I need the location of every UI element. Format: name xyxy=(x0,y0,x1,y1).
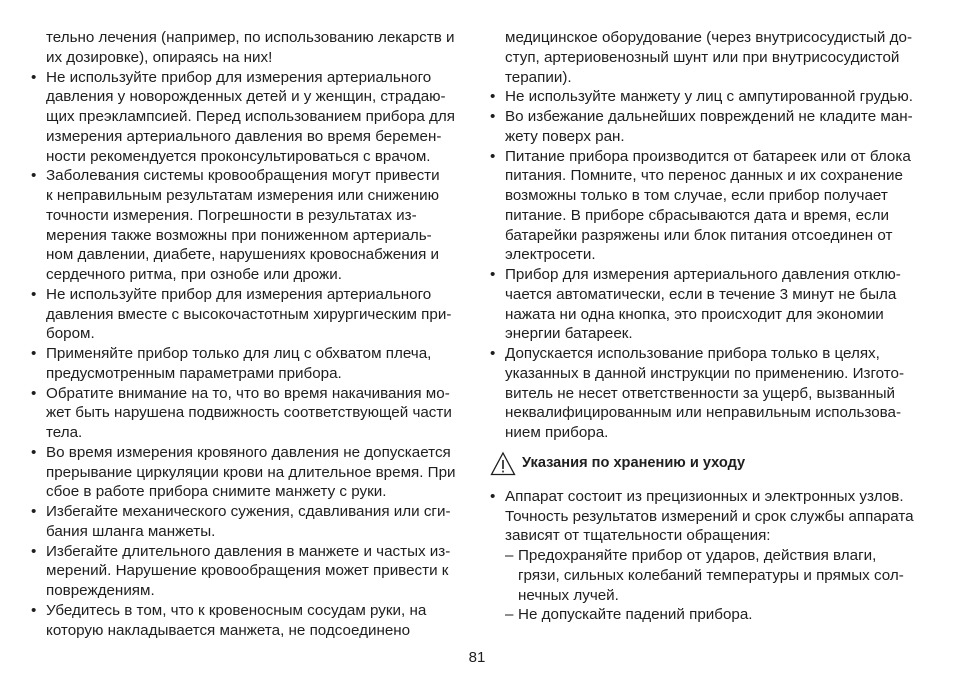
line-text: энергии батареек. xyxy=(505,325,633,343)
line-text: предусмотренным параметрами прибора. xyxy=(46,364,342,382)
line-text: Заболевания системы кровообращения могут привести xyxy=(46,167,440,185)
line-text: возможны только в том случае, если прибор получает xyxy=(505,187,888,204)
bullet-marker: • xyxy=(31,384,37,402)
line-text: питание. В приборе сбрасываются дата и время, если xyxy=(505,206,889,224)
bullet-marker: • xyxy=(31,345,37,362)
spacer xyxy=(490,477,930,487)
line-text: сбое в работе прибора снимите манжету с руки. xyxy=(46,483,387,501)
text-line xyxy=(31,206,471,226)
line-text: неквалифицированным или неправильным использова- xyxy=(505,404,902,422)
text-line xyxy=(31,226,471,246)
text-line xyxy=(31,403,471,423)
line-text: чается автоматически, если в течение 3 минут не была xyxy=(505,285,897,303)
text-line xyxy=(31,581,471,601)
text-line xyxy=(490,364,930,384)
dash-item-line xyxy=(490,546,930,566)
line-text: Питание прибора производится от батареек или от блока xyxy=(505,147,911,165)
bullet-marker: • xyxy=(490,88,496,106)
text-line xyxy=(490,206,930,226)
text-line xyxy=(31,48,471,68)
dash-marker: – xyxy=(505,606,514,624)
text-line xyxy=(31,147,471,167)
text-line xyxy=(31,621,471,641)
line-text: давления вместе с высокочастотным хирургическим при- xyxy=(46,305,452,323)
line-text: Избегайте длительного давления в манжете и частых из- xyxy=(46,542,451,560)
bullet-item-line xyxy=(31,285,471,305)
bullet-item-line xyxy=(31,443,471,463)
text-line xyxy=(490,186,930,206)
bullet-item-line xyxy=(31,384,471,404)
text-line xyxy=(490,127,930,147)
text-line xyxy=(490,423,930,443)
line-text: питания. Помните, что перенос данных и их сохранение xyxy=(505,167,903,185)
bullet-marker: • xyxy=(31,503,37,520)
bullet-marker: • xyxy=(31,542,37,560)
text-line xyxy=(31,423,471,443)
right-column xyxy=(490,28,930,625)
line-text: бания шланга манжеты. xyxy=(46,522,216,540)
line-text: нием прибора. xyxy=(505,424,609,441)
line-text: к неправильным результатам измерения или снижению xyxy=(46,187,440,204)
line-text: электросети. xyxy=(505,246,596,264)
text-line xyxy=(31,107,471,127)
line-text: Прибор для измерения артериального давления отклю- xyxy=(505,266,901,283)
right-column-bottom-text xyxy=(490,487,930,625)
line-text: Аппарат состоит из прецизионных и электронных узлов. xyxy=(505,487,904,505)
text-line xyxy=(31,265,471,285)
warning-triangle-icon xyxy=(490,451,516,477)
line-text: Допускается использование прибора только в целях, xyxy=(505,345,880,362)
line-text: тельно лечения (например, по использованию лекарств и xyxy=(46,29,455,46)
dash-marker: – xyxy=(505,547,514,564)
text-line xyxy=(31,364,471,384)
line-text: ности рекомендуется проконсультироваться с врачом. xyxy=(46,147,431,165)
text-line xyxy=(31,482,471,502)
bullet-item-line xyxy=(31,166,471,186)
text-line xyxy=(490,48,930,68)
line-text: Не допускайте падений прибора. xyxy=(518,606,753,624)
line-text: нечных лучей. xyxy=(518,586,619,604)
text-line xyxy=(490,285,930,305)
line-text: указанных в данной инструкции по применению. Изгото- xyxy=(505,364,905,382)
line-text: медицинское оборудование (через внутрисосудистый до- xyxy=(505,29,913,46)
bullet-item-line xyxy=(490,487,930,507)
line-text: Во избежание дальнейших повреждений не кладите ман- xyxy=(505,108,913,125)
line-text: ступ, артериовенозный шунт или при внутрисосудистой xyxy=(505,48,900,66)
text-line xyxy=(31,463,471,483)
line-text: щих преэклампсией. Перед использованием прибора для xyxy=(46,108,456,125)
bullet-marker: • xyxy=(31,167,37,185)
bullet-marker: • xyxy=(31,443,37,461)
text-line xyxy=(490,226,930,246)
line-text: Не используйте прибор для измерения артериального xyxy=(46,285,432,303)
line-text: терапии). xyxy=(505,68,572,86)
bullet-marker: • xyxy=(490,147,496,165)
line-text: сердечного ритма, при ознобе или дрожи. xyxy=(46,266,342,283)
bullet-marker: • xyxy=(490,266,496,283)
bullet-item-line xyxy=(490,147,930,167)
text-line xyxy=(490,586,930,606)
line-text: Предохраняйте прибор от ударов, действия влаги, xyxy=(518,547,877,564)
line-text: Во время измерения кровяного давления не допускается xyxy=(46,443,451,461)
text-line xyxy=(490,68,930,88)
line-text: Обратите внимание на то, что во время накачивания мо- xyxy=(46,384,450,402)
dash-item-line xyxy=(490,605,930,625)
text-line xyxy=(31,245,471,265)
line-text: мерения также возможны при пониженном артериаль- xyxy=(46,226,432,244)
section-heading-row xyxy=(490,451,930,477)
bullet-item-line xyxy=(490,87,930,107)
line-text: тела. xyxy=(46,424,83,441)
text-line xyxy=(31,127,471,147)
line-text: измерения артериального давления во время беремен- xyxy=(46,127,442,145)
bullet-item-line xyxy=(490,265,930,285)
bullet-item-line xyxy=(490,344,930,364)
bullet-item-line xyxy=(490,107,930,127)
bullet-item-line xyxy=(31,502,471,522)
text-line xyxy=(31,186,471,206)
text-line xyxy=(490,526,930,546)
bullet-marker: • xyxy=(31,68,37,86)
text-line xyxy=(31,561,471,581)
line-text: нажата ни одна кнопка, это происходит для экономии xyxy=(505,305,884,323)
line-text: повреждениям. xyxy=(46,582,155,599)
right-column-top-text xyxy=(490,28,930,443)
bullet-item-line xyxy=(31,542,471,562)
line-text: батарейки разряжены или блок питания отсоединен от xyxy=(505,226,893,244)
text-line xyxy=(31,87,471,107)
text-line xyxy=(490,28,930,48)
bullet-item-line xyxy=(31,68,471,88)
text-line xyxy=(490,507,930,527)
line-text: мерений. Нарушение кровообращения может привести к xyxy=(46,562,449,580)
text-line xyxy=(490,245,930,265)
text-line xyxy=(31,522,471,542)
text-line xyxy=(490,566,930,586)
line-text: грязи, сильных колебаний температуры и прямых сол- xyxy=(518,566,904,584)
line-text: которую накладывается манжета, не подсоединено xyxy=(46,621,411,639)
page-number: 81 xyxy=(468,649,486,666)
text-line xyxy=(490,305,930,325)
text-line xyxy=(490,384,930,404)
text-line xyxy=(31,324,471,344)
line-text: давления у новорожденных детей и у женщин, страдаю- xyxy=(46,88,446,106)
line-text: Не используйте манжету у лиц с ампутированной грудью. xyxy=(505,88,913,106)
line-text: зависят от тщательности обращения: xyxy=(505,527,771,545)
line-text: Убедитесь в том, что к кровеносным сосудам руки, на xyxy=(46,601,427,619)
bullet-marker: • xyxy=(31,285,37,303)
spacer xyxy=(490,443,930,451)
line-text: Точность результатов измерений и срок службы аппарата xyxy=(505,507,914,525)
line-text: прерывание циркуляции крови на длительное время. При xyxy=(46,463,456,481)
bullet-item-line xyxy=(31,344,471,364)
bullet-marker: • xyxy=(490,345,496,362)
text-line xyxy=(31,305,471,325)
text-line xyxy=(490,166,930,186)
line-text: их дозировке), опираясь на них! xyxy=(46,48,273,66)
bullet-item-line xyxy=(31,601,471,621)
line-text: Применяйте прибор только для лиц с обхватом плеча, xyxy=(46,345,432,362)
line-text: жет быть нарушена подвижность соответствующей части xyxy=(46,404,452,422)
text-line xyxy=(31,28,471,48)
line-text: точности измерения. Погрешности в результатах из- xyxy=(46,206,417,224)
bullet-marker: • xyxy=(31,601,37,619)
line-text: витель не несет ответственности за ущерб, вызванный xyxy=(505,384,895,402)
bullet-marker: • xyxy=(490,108,496,125)
left-column xyxy=(31,28,471,640)
line-text: ном давлении, диабете, нарушениях кровоснабжения и xyxy=(46,246,440,264)
line-text: Не используйте прибор для измерения артериального xyxy=(46,68,432,86)
line-text: жету поверх ран. xyxy=(505,127,625,145)
line-text: бором. xyxy=(46,325,95,343)
text-line xyxy=(490,324,930,344)
section-heading: Указания по хранению и уходу xyxy=(522,454,746,471)
line-text: Избегайте механического сужения, сдавливания или сги- xyxy=(46,503,451,520)
bullet-marker: • xyxy=(490,487,496,505)
text-line xyxy=(490,403,930,423)
